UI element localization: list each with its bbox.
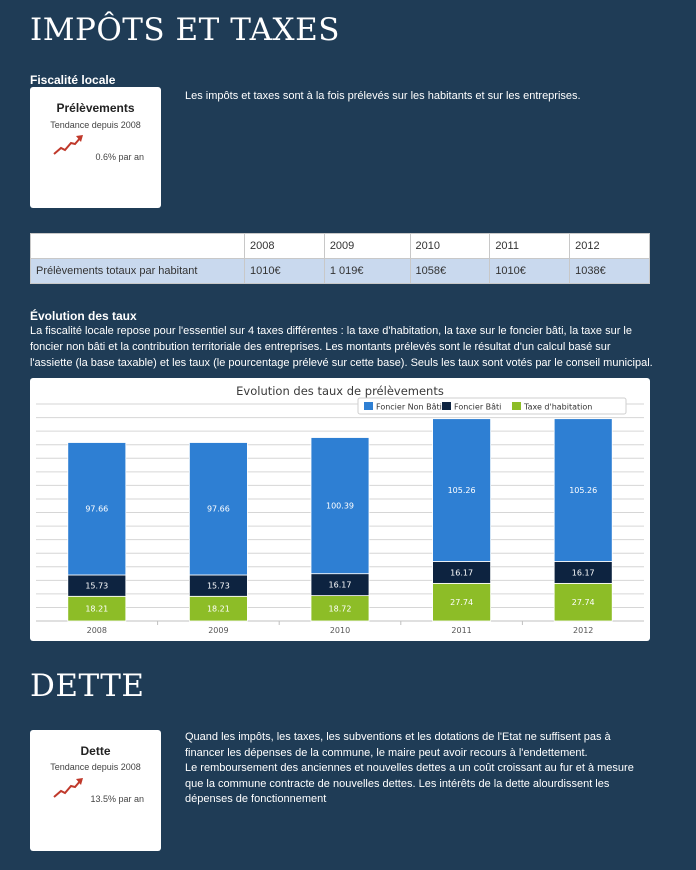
bar-value-label: 105.26 [447,486,476,496]
table-cell: 1038€ [570,259,650,284]
fiscalite-heading: Fiscalité locale [30,73,116,87]
bar-value-label: 27.74 [571,598,595,608]
x-tick-label: 2011 [451,626,472,635]
card-subtitle: Tendance depuis 2008 [50,762,141,772]
prelevements-card [30,87,161,208]
x-tick-label: 2008 [86,626,107,635]
x-tick-label: 2012 [573,626,594,635]
legend-label: Foncier Non Bâti [376,402,442,412]
dette-text: Quand les impôts, les taxes, les subventions et les dotations de l'Etat ne suffisent pas à financer les dépenses de la commune, le maire peut avoir recours à l'endettement. Le remboursement des anciennes et nouvelles dettes a un coût croissant au fur et à mesure que la commune contracte de nouvelles dettes. Les intérêts de la dette alourdissent les dépenses de fonctionnement [185,731,634,805]
chart-container [30,378,650,641]
legend-swatch [364,402,373,410]
table-header-cell: 2009 [324,234,410,259]
table-header-cell: 2010 [410,234,490,259]
table-header-cell: 2008 [245,234,325,259]
dette-card [30,730,161,851]
page-title-impots: IMPÔTS ET TAXES [30,12,340,48]
x-tick-label: 2010 [329,626,351,635]
bar-value-label: 18.21 [85,604,109,614]
bar-value-label: 16.17 [328,580,352,590]
evolution-heading: Évolution des taux [30,309,137,323]
card-value: 0.6% par an [95,152,144,162]
bar-value-label: 16.17 [450,568,474,578]
table-header-cell: 2012 [570,234,650,259]
intro-text: Les impôts et taxes sont à la fois prélevés sur les habitants et sur les entreprises. [185,90,581,102]
bar-value-label: 18.21 [206,604,230,614]
table-cell: 1 019€ [324,259,410,284]
card-title: Dette [80,744,111,758]
legend-swatch [442,402,451,410]
chart-title: Evolution des taux de prélèvements [236,384,444,398]
bar-value-label: 27.74 [450,598,474,608]
page-title-dette: DETTE [30,668,145,704]
table-header-cell: 2011 [490,234,570,259]
taux-chart [30,378,650,641]
bar-value-label: 15.73 [206,581,230,591]
legend-swatch [512,402,521,410]
table-cell: 1010€ [490,259,570,284]
table-row [31,259,650,284]
bar-value-label: 18.72 [328,604,352,614]
x-tick-label: 2009 [208,626,229,635]
table-cell: 1010€ [245,259,325,284]
legend-label: Taxe d'habitation [524,402,593,412]
legend-label: Foncier Bâti [454,402,502,412]
table-header-row [31,234,650,259]
bar-value-label: 15.73 [85,581,109,591]
card-value: 13.5% par an [90,794,144,804]
bar-value-label: 16.17 [571,568,595,578]
bar-value-label: 100.39 [326,501,354,511]
bar-value-label: 105.26 [569,486,598,496]
card-title: Prélèvements [56,101,135,115]
bar-value-label: 97.66 [85,504,109,514]
table-cell: 1058€ [410,259,490,284]
bar-value-label: 97.66 [206,504,230,514]
card-subtitle: Tendance depuis 2008 [50,120,141,130]
prelevements-table [30,233,650,284]
evolution-text: La fiscalité locale repose pour l'essentiel sur 4 taxes différentes : la taxe d'habitation, la taxe sur le foncier bâti, la taxe sur le foncier non bâti et la contribution territoriale des entreprises. Les montants prélevés sont le résultat d'un calcul basé sur l'assiette (la base taxable) et les taux (le pourcentage prélevé sur cette base). Seuls les taux sont votés par le conseil municipal. [30,325,653,369]
table-cell: Prélèvements totaux par habitant [31,259,245,284]
table-header-cell [31,234,245,259]
